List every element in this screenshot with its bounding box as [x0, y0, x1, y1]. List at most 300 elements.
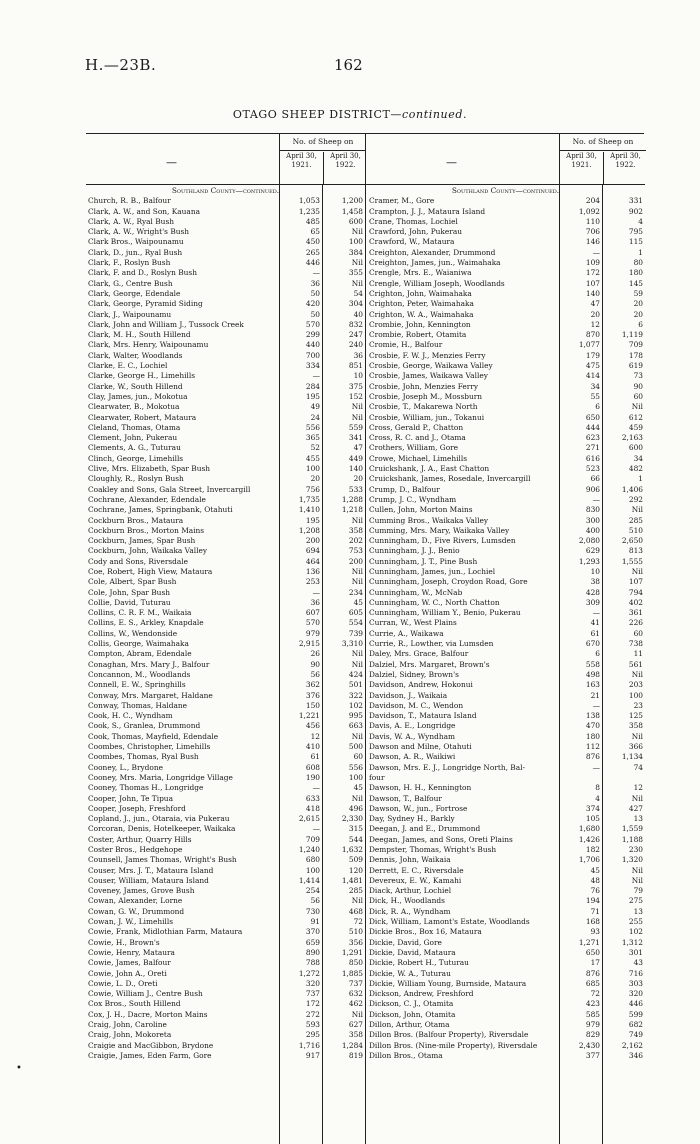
owner-name: Cunningham, W., McNab	[369, 587, 463, 597]
table-row	[86, 526, 365, 536]
owner-name: Coster Bros., Hedgehope	[88, 845, 183, 854]
sheep-1921: 52	[310, 443, 320, 453]
sheep-1921: 1,208	[298, 525, 320, 535]
table-row	[86, 1051, 365, 1061]
owner-name: Crothers, William, Gore	[369, 443, 459, 453]
header-1921: April 30, 1921.	[566, 152, 597, 169]
sheep-1922: 1,288	[341, 494, 363, 504]
owner-name: Clark, A. W., Ryal Bush	[88, 216, 174, 226]
section-heading: Southland County—continued.	[171, 186, 280, 195]
table-row	[86, 1010, 365, 1020]
sheep-1921: 272	[305, 1009, 320, 1019]
sheep-1921: 444	[585, 422, 600, 432]
table-row	[86, 536, 365, 546]
sheep-1921: 374	[585, 803, 600, 813]
owner-name: Clinch, George, Limehills	[88, 453, 184, 463]
sheep-1922: 446	[628, 999, 643, 1009]
sheep-1921: 100	[305, 865, 320, 875]
table-row	[366, 207, 645, 217]
owner-name: Dick, William, Lamont's Estate, Woodlands	[369, 917, 530, 927]
table-row	[366, 691, 645, 701]
table-row	[366, 495, 645, 505]
column-header	[86, 134, 365, 185]
sheep-1922: Nil	[351, 402, 363, 412]
header-1922: April 30, 1922.	[603, 152, 647, 184]
table-row	[86, 649, 365, 659]
owner-name: Conaghan, Mrs. Mary J., Balfour	[88, 659, 210, 669]
sheep-1921: 680	[305, 855, 320, 865]
owner-name: Davidson, Andrew, Hokonui	[369, 680, 473, 690]
sheep-count-group-title: No. of Sheep on	[560, 137, 646, 151]
owner-name: Deegan, J. and E., Drummond	[369, 824, 481, 834]
sheep-1921: 12	[590, 319, 600, 329]
sheep-1921: —	[312, 587, 320, 597]
sheep-1921: 204	[585, 196, 600, 206]
sheep-1922: 74	[633, 762, 643, 772]
sheep-1922: 13	[633, 906, 643, 916]
sheep-1921: 1,680	[578, 824, 600, 834]
sheep-1922: 682	[628, 1020, 643, 1030]
sheep-1921: 1,221	[298, 711, 320, 721]
table-row	[366, 701, 645, 711]
owner-name: Conway, Thomas, Haldane	[88, 700, 188, 710]
owner-name: Coombes, Thomas, Ryal Bush	[88, 752, 199, 762]
table-row	[86, 464, 365, 474]
owner-name: Cockburn, John, Waikaka Valley	[88, 546, 208, 556]
owner-name: Crighton, John, Waimahaka	[369, 288, 472, 298]
table-row	[86, 876, 365, 886]
sheep-1922: 366	[628, 742, 643, 752]
sheep-1921: 917	[305, 1050, 320, 1060]
table-row	[86, 866, 365, 876]
sheep-1921: 1,414	[298, 875, 320, 885]
owner-name: Dickie, W. A., Tuturau	[369, 968, 451, 978]
table-row	[366, 845, 645, 855]
table-row	[86, 1041, 365, 1051]
owner-name: Cramer, M., Gore	[369, 196, 435, 206]
table-row	[86, 330, 365, 340]
sheep-1922: Nil	[351, 896, 363, 906]
owner-name: Cowie, William J., Centre Bush	[88, 989, 203, 999]
owner-name: Cunningham, J. J., Benio	[369, 546, 460, 556]
sheep-1922: Nil	[351, 258, 363, 268]
sheep-1922: 1,406	[621, 484, 643, 494]
sheep-1921: 6	[595, 402, 600, 412]
sheep-1921: —	[312, 268, 320, 278]
sheep-1921: 309	[585, 597, 600, 607]
sheep-1921: 830	[585, 505, 600, 515]
table-row	[366, 814, 645, 824]
sheep-table	[86, 133, 644, 1144]
sheep-1921: 1,077	[578, 340, 600, 350]
table-row	[366, 423, 645, 433]
sheep-1921: 271	[585, 443, 600, 453]
owner-name: Clark, M. H., South Hillend	[88, 330, 191, 340]
owner-name: Dalziel, Sidney, Brown's	[369, 669, 459, 679]
owner-name: Davidson, T., Mataura Island	[369, 711, 477, 721]
table-row	[86, 804, 365, 814]
table-row	[366, 485, 645, 495]
sheep-1922: Nil	[351, 566, 363, 576]
sheep-1921: 61	[310, 752, 320, 762]
table-row	[366, 536, 645, 546]
sheep-1922: 851	[348, 361, 363, 371]
table-row	[366, 1051, 645, 1061]
table-row	[366, 794, 645, 804]
owner-name: Creighton, Alexander, Drummond	[369, 247, 496, 257]
owner-name: Craigie and MacGibbon, Brydone	[88, 1040, 214, 1050]
sheep-1921: 1,293	[578, 556, 600, 566]
sheep-1922: 510	[348, 927, 363, 937]
sheep-1922: 737	[348, 978, 363, 988]
owner-name: Collins, C. R. F. M., Waikaia	[88, 608, 192, 618]
owner-name: Collie, David, Tuturau	[88, 597, 171, 607]
table-row	[366, 649, 645, 659]
sheep-1922: 361	[628, 608, 643, 618]
owner-name: Cooney, Mrs. Maria, Longridge Village	[88, 772, 233, 782]
table-row	[86, 608, 365, 618]
owner-name: Clark, J., Waipounamu	[88, 309, 172, 319]
sheep-1922: 544	[348, 834, 363, 844]
sheep-1922: 34	[633, 453, 643, 463]
sheep-1922: 663	[348, 721, 363, 731]
table-row	[86, 217, 365, 227]
table-row	[86, 917, 365, 927]
sheep-1922: 427	[628, 803, 643, 813]
sheep-1922: 1,218	[341, 505, 363, 515]
owner-name: Clark, George, Edendale	[88, 288, 181, 298]
sheep-1921: 26	[310, 649, 320, 659]
owner-name: Dawson and Milne, Otahuti	[369, 742, 472, 752]
owner-name: Clarke, E. C., Lochiel	[88, 361, 168, 371]
table-row	[366, 330, 645, 340]
sheep-count-group-title: No. of Sheep on	[280, 137, 366, 151]
sheep-1922: 152	[348, 391, 363, 401]
sheep-1921: 979	[585, 1020, 600, 1030]
table-row	[366, 340, 645, 350]
table-row	[366, 783, 645, 793]
sheep-1921: 100	[305, 464, 320, 474]
sheep-1921: 629	[585, 546, 600, 556]
sheep-1922: Nil	[351, 659, 363, 669]
owner-name: Cowie, John A., Oreti	[88, 968, 167, 978]
sheep-1921: 423	[585, 999, 600, 1009]
table-row	[366, 361, 645, 371]
column-header	[366, 134, 645, 185]
sheep-1921: 66	[590, 474, 600, 484]
table-row	[86, 248, 365, 258]
sheep-1921: 428	[585, 587, 600, 597]
sheep-1921: 737	[305, 989, 320, 999]
sheep-1921: 105	[585, 814, 600, 824]
table-row	[366, 1010, 645, 1020]
owner-name: Dickie Bros., Box 16, Mataura	[369, 927, 482, 937]
sheep-1921: 633	[305, 793, 320, 803]
table-row	[366, 289, 645, 299]
sheep-1922: 60	[353, 752, 363, 762]
sheep-1922: Nil	[351, 649, 363, 659]
table-row	[86, 557, 365, 567]
table-row	[86, 340, 365, 350]
table-row	[86, 516, 365, 526]
sheep-1921: 829	[585, 1030, 600, 1040]
sheep-1921: 485	[305, 216, 320, 226]
sheep-1922: 449	[348, 453, 363, 463]
table-row	[86, 732, 365, 742]
table-row	[366, 217, 645, 227]
table-row	[86, 989, 365, 999]
owner-name: Crombie, Robert, Otamita	[369, 330, 467, 340]
sheep-1922: 13	[633, 814, 643, 824]
sheep-1921: 140	[585, 288, 600, 298]
table-row	[366, 598, 645, 608]
owner-name: Clearwater, Robert, Mataura	[88, 412, 197, 422]
table-row	[366, 516, 645, 526]
sheep-1922: Nil	[351, 515, 363, 525]
sheep-1922: 739	[348, 628, 363, 638]
owner-name: Clark, A. W., Wright's Bush	[88, 227, 190, 237]
sheep-1921: 72	[590, 989, 600, 999]
owner-name: Crombie, John, Kennington	[369, 319, 471, 329]
owner-name: Cumming Bros., Waikaka Valley	[369, 515, 489, 525]
sheep-1922: 20	[353, 474, 363, 484]
margin-mark: •	[16, 1063, 22, 1074]
owner-name: Craig, John, Caroline	[88, 1020, 167, 1030]
sheep-1921: 17	[590, 958, 600, 968]
sheep-1922: 202	[348, 536, 363, 546]
table-row	[86, 413, 365, 423]
sheep-1921: 163	[585, 680, 600, 690]
owner-name: Cowie, L. D., Oreti	[88, 978, 158, 988]
owner-name: Coombes, Christopher, Limehills	[88, 742, 211, 752]
sheep-1921: 730	[305, 906, 320, 916]
table-row	[366, 268, 645, 278]
sheep-1922: 533	[348, 484, 363, 494]
owner-name: Dick, R. A., Wyndham	[369, 906, 451, 916]
sheep-1922: 6	[638, 319, 643, 329]
sheep-1921: 138	[585, 711, 600, 721]
sheep-1921: 76	[590, 886, 600, 896]
sheep-1921: 12	[310, 731, 320, 741]
sheep-1921: 498	[585, 669, 600, 679]
sheep-1921: 299	[305, 330, 320, 340]
table-row	[86, 835, 365, 845]
owner-name: Cunningham, D., Five Rivers, Lumsden	[369, 536, 516, 546]
owner-name: Deegan, James, and Sons, Oreti Plains	[369, 834, 513, 844]
table-row	[86, 773, 365, 783]
owner-name: Cooney, L., Brydone	[88, 762, 163, 772]
table-row	[366, 866, 645, 876]
table-row	[86, 227, 365, 237]
sheep-1922: 2,163	[621, 433, 643, 443]
table-row	[86, 443, 365, 453]
sheep-1922: 90	[633, 381, 643, 391]
owner-name: Crosbie, T., Makarewa North	[369, 402, 478, 412]
sheep-1921: 71	[590, 906, 600, 916]
sheep-1922: 632	[348, 989, 363, 999]
sheep-1922: 509	[348, 855, 363, 865]
sheep-1922: 43	[633, 958, 643, 968]
owner-name: Crump, D., Balfour	[369, 484, 440, 494]
header-1922: April 30, 1922.	[323, 152, 367, 184]
sheep-1922: 45	[353, 597, 363, 607]
table-row	[86, 721, 365, 731]
owner-name: Clearwater, B., Mokotua	[88, 402, 180, 412]
sheep-1922: Nil	[351, 731, 363, 741]
sheep-1921: 685	[585, 978, 600, 988]
sheep-1922: 322	[348, 690, 363, 700]
sheep-1921: 172	[585, 268, 600, 278]
owner-name: Church, R. B., Balfour	[88, 196, 171, 206]
sheep-1922: 832	[348, 319, 363, 329]
sheep-1922: Nil	[631, 865, 643, 875]
table-row	[366, 413, 645, 423]
table-row	[366, 433, 645, 443]
sheep-1921: 2,615	[298, 814, 320, 824]
table-row	[366, 526, 645, 536]
table-row	[86, 711, 365, 721]
owner-name: Dennis, John, Waikaia	[369, 855, 451, 865]
owner-name: Crane, Thomas, Lochiel	[369, 216, 458, 226]
table-row	[86, 577, 365, 587]
table-row	[86, 598, 365, 608]
sheep-1922: 200	[348, 556, 363, 566]
table-row	[86, 423, 365, 433]
table-row	[86, 567, 365, 577]
sheep-1922: 1	[638, 247, 643, 257]
sheep-1922: 107	[628, 577, 643, 587]
table-row	[366, 938, 645, 948]
owner-name: Clark, D., jun., Ryal Bush	[88, 247, 183, 257]
table-row	[366, 258, 645, 268]
owner-name: Dickie, William Young, Burnside, Mataura	[369, 978, 527, 988]
sheep-1921: 650	[585, 947, 600, 957]
table-row	[86, 752, 365, 762]
owner-column-dash: —	[446, 156, 457, 169]
owner-name: Cunningham, William Y., Benio, Pukerau	[369, 608, 521, 618]
sheep-1921: 179	[585, 350, 600, 360]
sheep-1921: 979	[305, 628, 320, 638]
sheep-1921: 6	[595, 649, 600, 659]
sheep-1922: 226	[628, 618, 643, 628]
table-row	[86, 402, 365, 412]
sheep-1921: 334	[305, 361, 320, 371]
sheep-1921: 41	[590, 618, 600, 628]
table-row	[86, 618, 365, 628]
sheep-1922: 462	[348, 999, 363, 1009]
sheep-1921: 1,410	[298, 505, 320, 515]
sheep-1922: 2,330	[341, 814, 363, 824]
table-row	[86, 670, 365, 680]
sheep-1922: 459	[628, 422, 643, 432]
owner-name: Compton, Abram, Edendale	[88, 649, 192, 659]
owner-name: Conway, Mrs. Margaret, Haldane	[88, 690, 213, 700]
owner-name: Cowie, James, Balfour	[88, 958, 171, 968]
table-row	[86, 691, 365, 701]
table-row	[86, 268, 365, 278]
sheep-1921: 906	[585, 484, 600, 494]
sheep-1922: 561	[628, 659, 643, 669]
owner-name: Dawson, W., jun., Fortrose	[369, 803, 468, 813]
owner-name: four	[369, 772, 385, 782]
sheep-1922: 600	[628, 443, 643, 453]
sheep-1921: —	[592, 494, 600, 504]
owner-name: Cowie, Frank, Midlothian Farm, Mataura	[88, 927, 243, 937]
owner-name: Dempster, Thomas, Wright's Bush	[369, 845, 497, 854]
sheep-1922: 331	[628, 196, 643, 206]
sheep-1921: 1,271	[578, 937, 600, 947]
sheep-1921: 475	[585, 361, 600, 371]
owner-name: Dick, H., Woodlands	[369, 896, 445, 906]
owner-name: Counsell, James Thomas, Wright's Bush	[88, 855, 237, 865]
sheep-1921: 585	[585, 1009, 600, 1019]
owner-name: Dickie, David, Mataura	[369, 947, 456, 957]
table-row	[366, 505, 645, 515]
sheep-1921: 61	[590, 628, 600, 638]
table-row	[366, 969, 645, 979]
owner-name: Cruickshank, James, Rosedale, Invercargill	[369, 474, 531, 484]
sheep-1921: 110	[585, 216, 600, 226]
sheep-1922: 995	[348, 711, 363, 721]
sheep-1922: 178	[628, 350, 643, 360]
sheep-1921: 570	[305, 319, 320, 329]
sheep-1922: 358	[348, 1030, 363, 1040]
sheep-1921: 650	[585, 412, 600, 422]
owner-name: Dawson, T., Balfour	[369, 793, 442, 803]
header-1921: April 30, 1921.	[286, 152, 317, 169]
table-right-half	[365, 134, 645, 1144]
sheep-1921: 1,092	[578, 206, 600, 216]
sheep-1921: 608	[305, 762, 320, 772]
sheep-1922: 320	[628, 989, 643, 999]
owner-name: Dickie, David, Gore	[369, 937, 442, 947]
table-row	[366, 752, 645, 762]
sheep-1921: 55	[590, 391, 600, 401]
table-row	[86, 660, 365, 670]
table-row	[366, 443, 645, 453]
table-rows-right	[366, 186, 645, 1061]
table-row	[366, 464, 645, 474]
sheep-1921: 370	[305, 927, 320, 937]
table-row	[366, 732, 645, 742]
owner-name: Clark, F. and D., Roslyn Bush	[88, 268, 197, 278]
sheep-1922: 1,291	[341, 947, 363, 957]
owner-name: Cox Bros., South Hillend	[88, 999, 181, 1009]
sheep-1921: 414	[585, 371, 600, 381]
sheep-1922: 54	[353, 288, 363, 298]
sheep-1922: 60	[633, 628, 643, 638]
sheep-1921: 420	[305, 299, 320, 309]
table-row	[366, 711, 645, 721]
table-row	[366, 948, 645, 958]
table-row	[366, 618, 645, 628]
sheep-1921: 1,053	[298, 196, 320, 206]
table-row	[366, 639, 645, 649]
owner-name: Cole, John, Spar Bush	[88, 587, 170, 597]
owner-name: Collins, E. S., Arkley, Knapdale	[88, 618, 204, 628]
owner-name: Cumming, Mrs. Mary, Waikaka Valley	[369, 525, 510, 535]
owner-name: Crump, J. C., Wyndham	[369, 494, 457, 504]
owner-name: Clark, Mrs. Henry, Waipounamu	[88, 340, 209, 350]
sheep-1922: 240	[348, 340, 363, 350]
owner-column-dash: —	[166, 156, 177, 169]
owner-name: Couser, William, Mataura Island	[88, 875, 209, 885]
sheep-1921: 1,240	[298, 845, 320, 854]
owner-name: Davidson, M. C., Wendon	[369, 700, 464, 710]
sheep-1922: 1,481	[341, 875, 363, 885]
owner-name: Couser, Mrs. J. T., Mataura Island	[88, 865, 214, 875]
sheep-1921: 38	[590, 577, 600, 587]
